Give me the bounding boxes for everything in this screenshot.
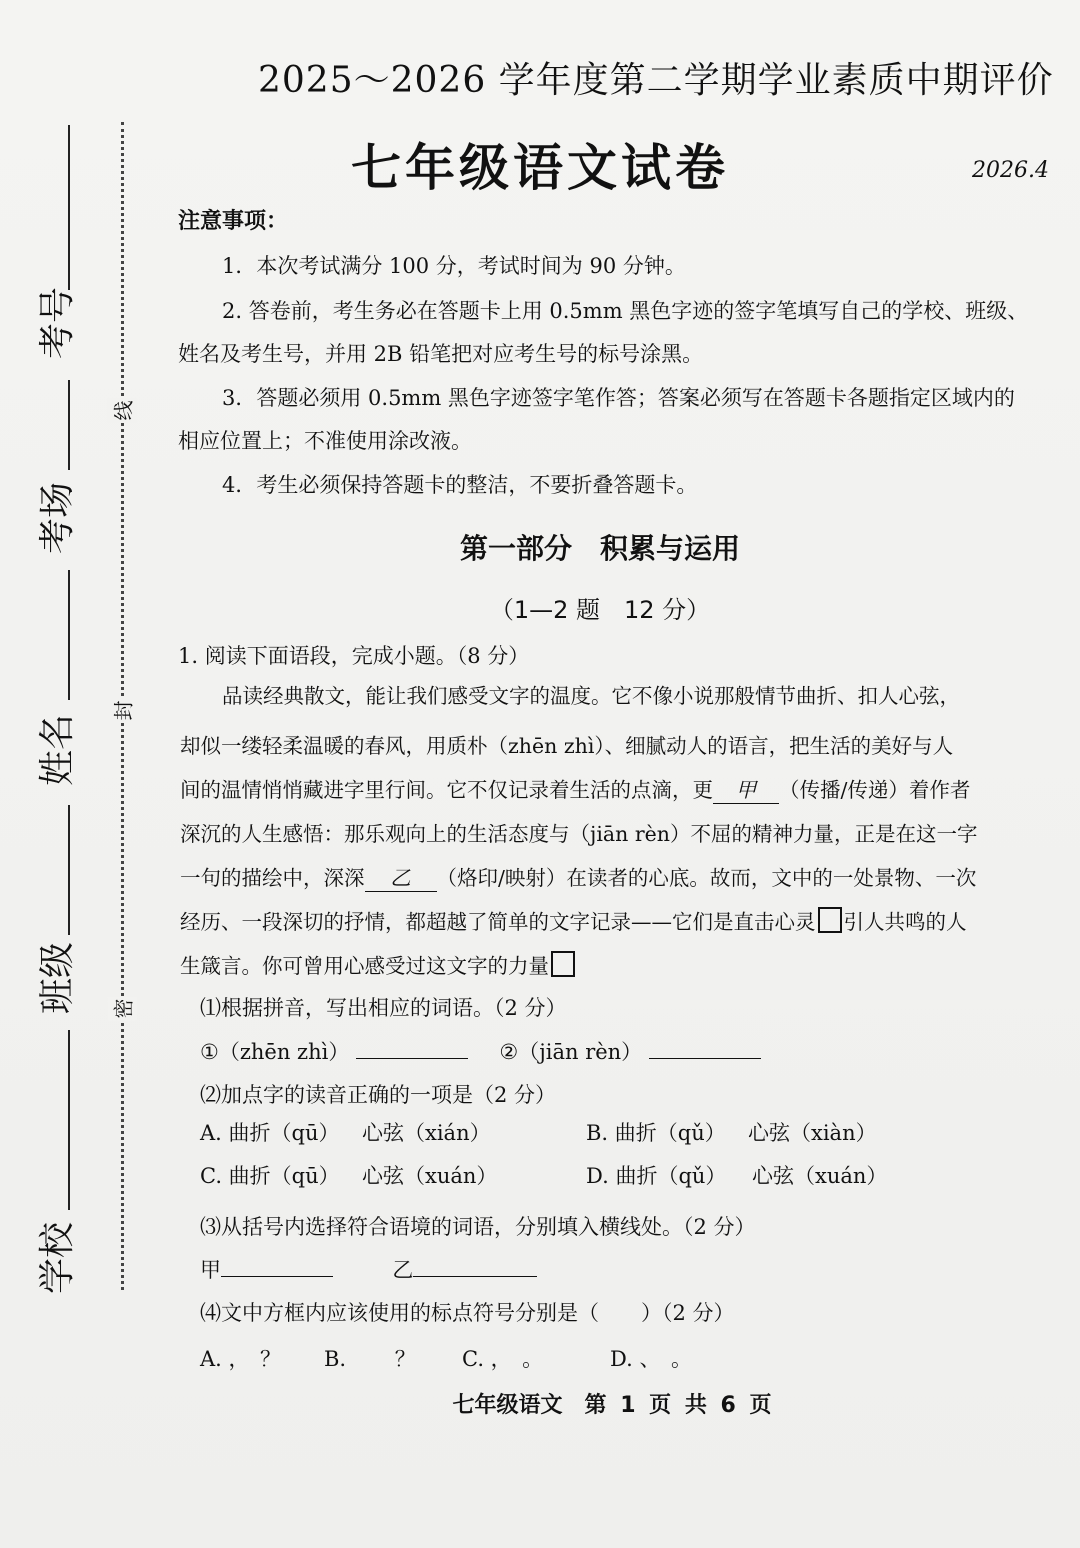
sub1-b-blank[interactable] (649, 1058, 761, 1059)
name-label: 姓名 (37, 714, 78, 787)
notice-item-1: 1．本次考试满分 100 分，考试时间为 90 分钟。 (222, 254, 686, 278)
blank-yi[interactable]: 乙 (365, 861, 437, 892)
q1-passage-line-6 (180, 905, 967, 935)
sub4-option-a[interactable]: A. ， ？ (200, 1347, 282, 1371)
school-line (68, 1030, 70, 1210)
q1-stem: 1. 阅读下面语段，完成小题。（8 分） (178, 644, 530, 668)
notice-item-3a: 3．答题必须用 0.5mm 黑色字迹签字笔作答；答案必须写在答题卡各题指定区域内的 (222, 386, 1015, 410)
seal-char-xian: 线 (108, 399, 137, 423)
sub2-stem: ⑵加点字的读音正确的一项是（2 分） (200, 1083, 557, 1107)
sub2-option-b2: 心弦（xiàn） (748, 1121, 877, 1145)
exam-main-title: 七年级语文试卷 (351, 139, 729, 197)
punctuation-box-1[interactable] (818, 907, 842, 933)
page-footer: 七年级语文 第 1 页 共 6 页 (452, 1393, 772, 1418)
sub2-option-d2: 心弦（xuán） (752, 1164, 888, 1188)
sub1-answers (200, 1036, 761, 1066)
q1-p5-text-a: 一句的描绘中，深深 (180, 866, 365, 890)
school-label: 学校 (37, 1222, 78, 1295)
exam-room-label: 考场 (37, 482, 78, 555)
sub4-option-b[interactable]: B. ？ (324, 1347, 416, 1371)
blank-jia[interactable]: 甲 (713, 773, 779, 804)
q1-passage-line-3 (180, 773, 970, 804)
sub3-yi-blank[interactable] (413, 1276, 537, 1277)
q1-p6-text-b: 引人共鸣的人 (843, 910, 967, 934)
sub3-answers (200, 1254, 537, 1284)
seal-char-mi: 密 (108, 997, 137, 1021)
notice-item-3b: 相应位置上；不准使用涂改液。 (178, 429, 472, 453)
sub4-option-c[interactable]: C. ， 。 (462, 1347, 544, 1371)
sub2-option-b1[interactable]: B. 曲折（qǔ） (586, 1121, 726, 1145)
sub1-b-label: ②（jiān rèn） (499, 1040, 643, 1064)
punctuation-box-2[interactable] (551, 951, 575, 977)
q1-passage-line-4: 深沉的人生感悟：那乐观向上的生活态度与（jiān rèn）不屈的精神力量，正是在这一字 (180, 822, 978, 846)
q1-p3-text-b: （传播/传递）着作者 (779, 778, 971, 802)
q1-passage-line-2: 却似一缕轻柔温暖的春风，用质朴（zhēn zhì）、细腻动人的语言，把生活的美好与人 (180, 734, 954, 758)
class-line (68, 805, 70, 935)
exam-date: 2026.4 (972, 158, 1049, 183)
notice-heading: 注意事项： (178, 209, 289, 234)
q1-p6-text-a: 经历、一段深切的抒情，都超越了简单的文字记录——它们是直击心灵 (180, 910, 816, 934)
q1-p3-text-a: 间的温情悄悄藏进字里行间。它不仅记录着生活的点滴，更 (180, 778, 713, 802)
sub2-option-a2: 心弦（xián） (362, 1121, 491, 1145)
notice-item-2a: 2. 答卷前，考生务必在答题卡上用 0.5mm 黑色字迹的签字笔填写自己的学校、班级、 (222, 299, 1029, 323)
seal-char-feng: 封 (108, 699, 137, 723)
sub4-stem: ⑷文中方框内应该使用的标点符号分别是（ ）（2 分） (200, 1301, 735, 1325)
sub3-jia-blank[interactable] (221, 1276, 333, 1277)
notice-item-2b: 姓名及考生号，并用 2B 铅笔把对应考生号的标号涂黑。 (178, 342, 704, 366)
section-title: 第一部分 积累与运用 (459, 532, 740, 565)
exam-series-title: 2025～2026 学年度第二学期学业素质中期评价 (258, 60, 1054, 101)
notice-item-4: 4．考生必须保持答题卡的整洁，不要折叠答题卡。 (222, 473, 698, 497)
sub1-stem: ⑴根据拼音，写出相应的词语。（2 分） (200, 996, 567, 1020)
sub2-option-c1[interactable]: C. 曲折（qū） (200, 1164, 340, 1188)
q1-passage-line-7 (180, 949, 577, 979)
q1-passage-line-5 (180, 861, 976, 892)
sub2-option-d1[interactable]: D. 曲折（qǔ） (586, 1164, 727, 1188)
exam-no-label: 考号 (37, 287, 78, 360)
q1-p5-text-b: （烙印/映射）在读者的心底。故而，文中的一处景物、一次 (436, 866, 977, 890)
sub2-option-a1[interactable]: A. 曲折（qū） (200, 1121, 340, 1145)
sub3-stem: ⑶从括号内选择符合语境的词语，分别填入横线处。（2 分） (200, 1215, 756, 1239)
exam-room-line (68, 380, 70, 470)
sub1-a-blank[interactable] (356, 1058, 468, 1059)
section-subtitle: （1—2 题 12 分） (489, 596, 711, 624)
sub1-a-label: ①（zhēn zhì） (200, 1040, 350, 1064)
sub3-yi-label: 乙 (392, 1258, 414, 1282)
sub2-option-c2: 心弦（xuán） (362, 1164, 498, 1188)
sub4-option-d[interactable]: D. 、 。 (610, 1347, 692, 1371)
q1-p7-text: 生箴言。你可曾用心感受过这文字的力量 (180, 954, 549, 978)
class-label: 班级 (37, 942, 78, 1015)
sub3-jia-label: 甲 (200, 1258, 221, 1282)
q1-passage-line-1: 品读经典散文，能让我们感受文字的温度。它不像小说那般情节曲折、扣人心弦， (222, 684, 960, 708)
